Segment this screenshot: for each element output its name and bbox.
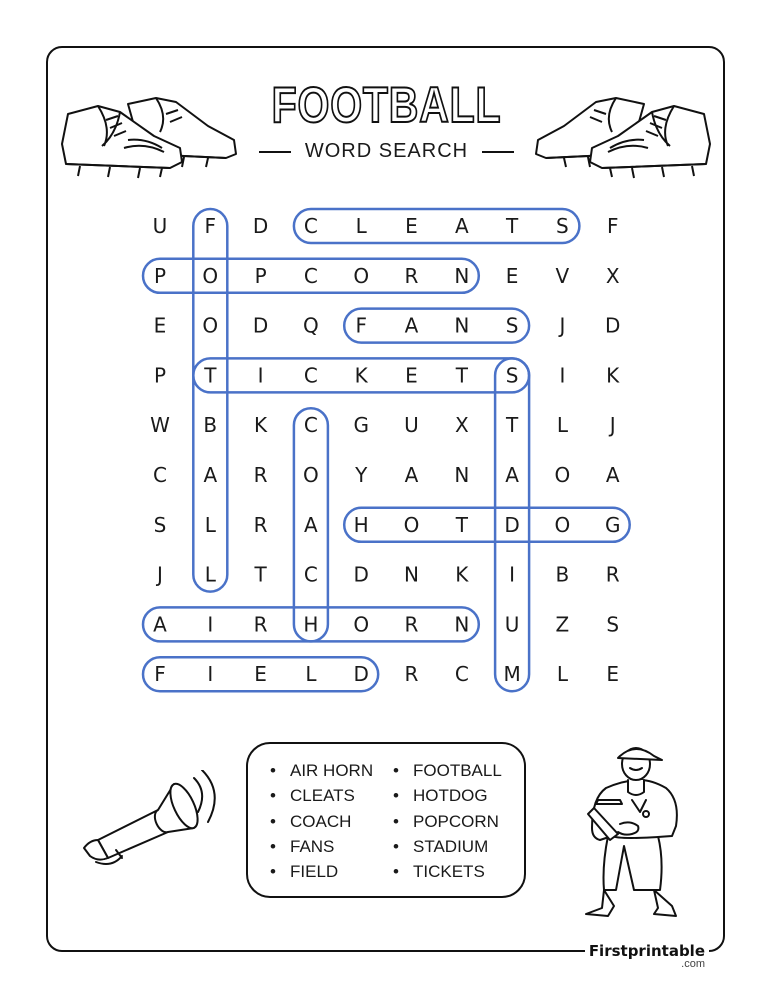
grid-letter: U [404,413,419,438]
grid-letter: D [504,512,520,537]
grid-letter: N [454,313,470,338]
grid-letter: T [204,363,217,388]
grid-letter: N [454,263,470,288]
grid-letter: R [404,612,419,637]
word-list-item: • POPCORN [393,809,502,834]
grid-letter: J [609,413,616,438]
page-title: FOOTBALL [271,77,502,133]
grid-letter: L [556,413,568,438]
grid-letter: O [353,263,370,288]
grid-letter: G [604,512,621,537]
grid-letter: K [455,562,469,587]
grid-letter: I [509,562,516,587]
grid-letter: T [455,512,468,537]
grid-letter: B [203,413,218,438]
word-highlight [294,209,580,243]
grid-letter: I [207,612,214,637]
grid-letter: E [505,263,519,288]
grid-letter: X [605,263,620,288]
grid-letter: H [353,512,369,537]
grid-letter: S [505,313,519,338]
grid-letter: D [353,662,369,687]
grid-letter: V [555,263,570,288]
grid-letter: D [252,214,269,238]
grid-letter: U [152,214,168,238]
word-highlight [344,309,529,343]
grid-letter: Z [555,612,570,637]
grid-letter: C [303,214,318,238]
grid-letter: S [606,612,620,637]
grid-letter: L [204,562,216,587]
brand-domain: .com [681,958,705,970]
grid-letter: I [207,662,214,687]
grid-letter: B [555,562,570,587]
grid-letter: D [604,313,621,338]
grid-letter: E [405,363,418,388]
grid-letter: C [454,662,469,687]
brand-name: Firstprintable [588,942,705,960]
grid-letter: N [454,612,470,637]
grid-letter: I [559,363,566,388]
grid-letter: G [353,413,369,438]
grid-letter: T [505,214,519,238]
grid-letter: F [355,313,367,338]
grid-letter: O [202,263,219,288]
grid-letter: O [403,512,420,537]
grid-letter: R [605,562,620,587]
grid-letter: Y [355,463,368,487]
grid-letter: R [404,263,419,288]
grid-letter: R [253,612,268,637]
word-list-item: • AIR HORN [270,758,373,783]
grid-letter: J [559,313,566,338]
grid-letter: K [354,363,368,388]
word-list-item: • HOTDOG [393,783,502,808]
grid-letter: E [254,662,267,687]
grid-letter: N [454,463,470,487]
grid-letter: A [153,612,167,637]
grid-letter: O [303,463,319,487]
word-list-item: • FANS [270,834,373,859]
grid-letter: L [204,512,216,537]
word-highlight [344,508,630,542]
grid-letter: H [303,612,319,637]
grid-letter: T [455,363,468,388]
grid-letter: O [554,463,571,487]
grid-letter: D [353,562,369,587]
grid-letter: W [150,413,170,438]
grid-letter: X [454,413,469,438]
grid-letter: K [254,413,268,438]
grid-letter: A [454,214,469,238]
grid-letter: S [505,363,519,388]
word-list-item: • FOOTBALL [393,758,502,783]
air-horn-icon [76,770,226,870]
grid-letter: L [355,214,367,238]
grid-letter: R [253,463,268,487]
grid-letter: S [153,512,167,537]
grid-letter: R [253,512,268,537]
word-list-item: • STADIUM [393,834,502,859]
grid-letter: J [157,562,163,587]
grid-letter: A [304,512,318,537]
grid-letter: E [606,662,620,687]
word-list-item: • CLEATS [270,783,373,808]
grid-letter: C [303,413,318,438]
word-list-right-column [393,758,502,884]
word-list-item: • FIELD [270,859,373,884]
grid-letter: F [204,214,217,238]
word-list-item: • COACH [270,809,373,834]
grid-letter: S [556,214,569,238]
grid-letter: L [556,662,568,687]
grid-letter: C [303,562,318,587]
grid-letter: T [505,413,519,438]
word-list-item: • TICKETS [393,859,502,884]
grid-letter: R [404,662,419,687]
word-list [246,742,526,898]
grid-letter: I [257,363,264,388]
word-list-left-column [270,758,373,884]
grid-letter: O [353,612,370,637]
grid-letter: E [153,313,167,338]
grid-letter: A [505,463,519,487]
brand-logo [585,942,709,970]
grid-letter: T [254,562,267,587]
grid-letter: N [404,562,419,587]
grid-letter: E [405,214,418,238]
grid-letter: U [504,612,520,637]
grid-letter: C [303,363,318,388]
grid-letter: M [503,662,521,687]
grid-letter: A [404,313,419,338]
grid-letter: A [404,463,419,487]
grid-letter: L [305,662,317,687]
grid-letter: A [203,463,218,487]
page-subtitle: WORD SEARCH [304,140,469,162]
grid-letter: Q [303,313,319,338]
grid-letter: A [605,463,620,487]
grid-letter: C [303,263,318,288]
grid-letter: F [606,214,619,238]
grid-letter: C [153,463,167,487]
grid-letter: P [254,263,267,288]
coach-with-clipboard-icon [584,740,694,920]
grid-letter: O [202,313,219,338]
grid-letter: P [153,363,167,388]
grid-letter: O [554,512,571,537]
grid-letter: P [153,263,167,288]
grid-letter: D [252,313,269,338]
grid-letter: F [154,662,166,687]
grid-letter: K [606,363,620,388]
